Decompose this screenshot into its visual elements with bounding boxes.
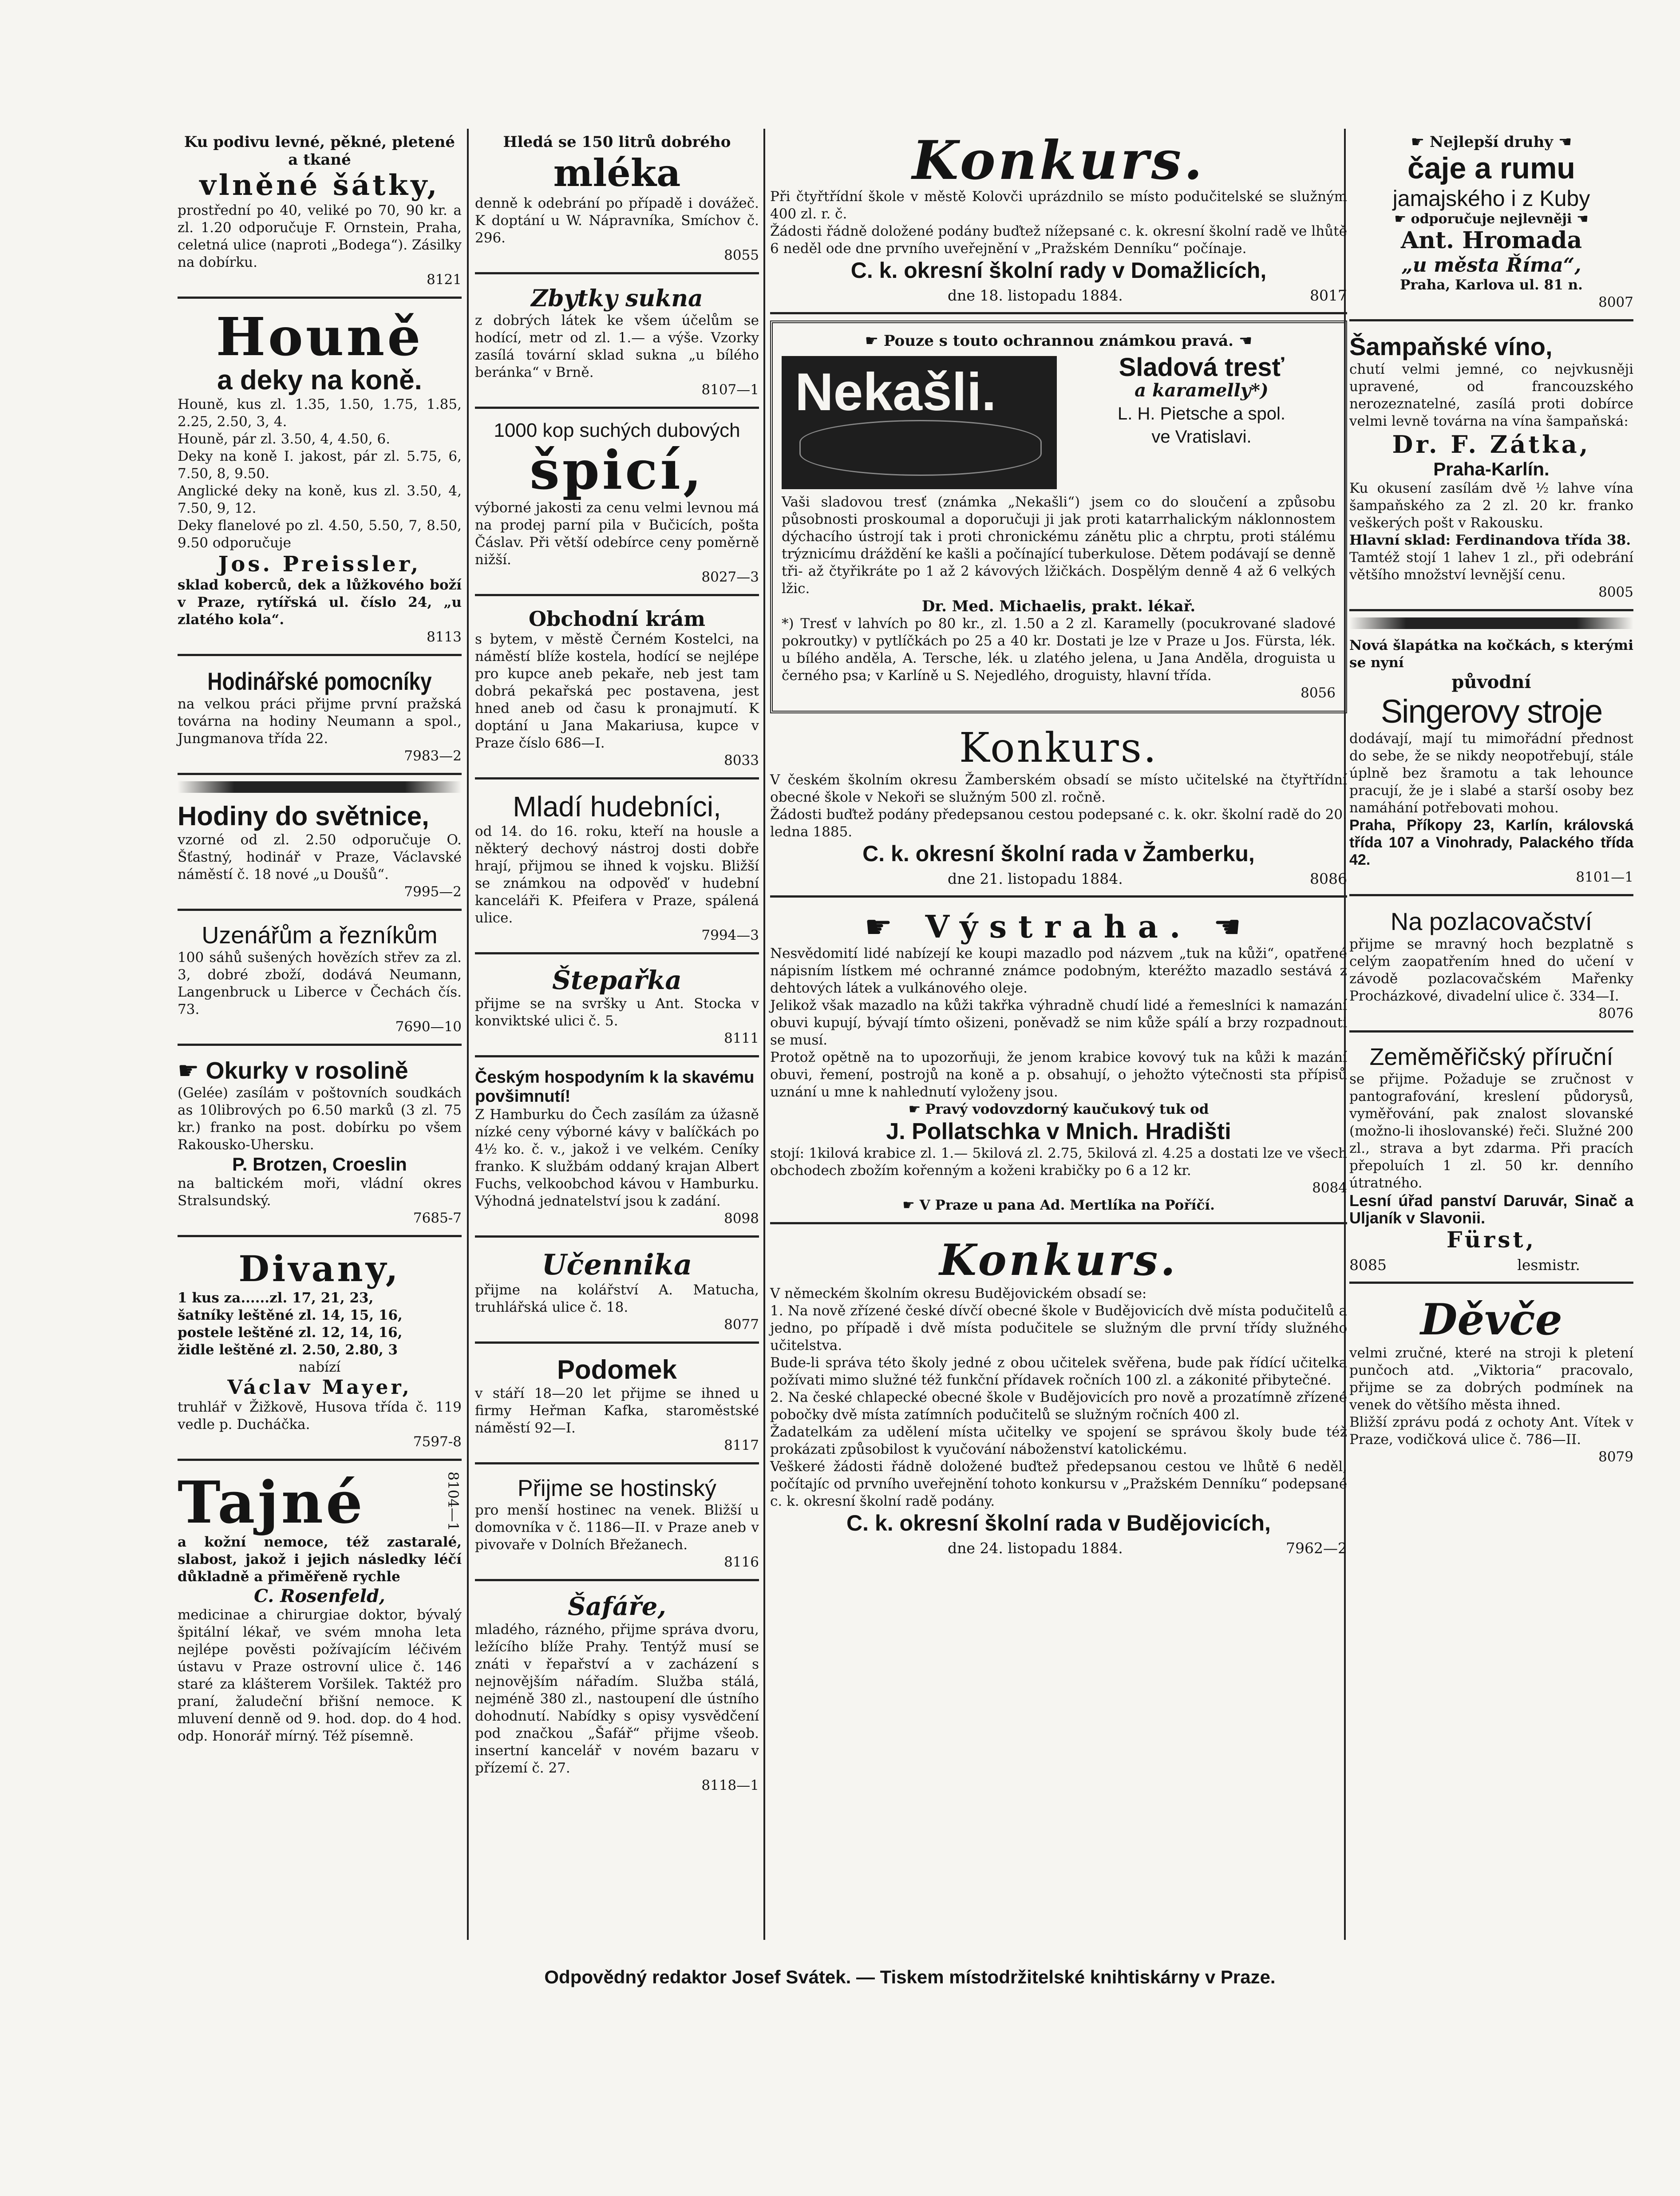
ad-headline: Mladí hudebníci, xyxy=(513,791,721,823)
ad-code: 8116 xyxy=(724,1554,759,1570)
ad-body: v stáří 18—20 let přijme se ihned u firmy Heřman Kafka, staroměstské náměstí 92—I. xyxy=(475,1385,759,1436)
ad-spici xyxy=(475,415,759,596)
product-title: Sladová tresť xyxy=(1119,353,1285,382)
ad-code: 8107—1 xyxy=(701,382,759,398)
ad-headline: Konkurs. xyxy=(939,1235,1178,1285)
ad-sukna xyxy=(475,281,759,409)
ad-headline: Zeměměřičský příruční xyxy=(1369,1044,1613,1070)
ad-body: (Gelée) zasílám v poštovních soudkách as 10librových po 6.50 marků (3 zl. 75 kr.) franko na post. dobírku po všem Rakousko-Uhersku. xyxy=(178,1085,462,1153)
ad-body: mladého, rázného, přijme správa dvoru, ležícího blíže Prahy. Tentýž musí se znáti v řepařství a v zacházení s nejnovějším nářadím. Služba stálá, nejméně 380 zl., nastoupení dle ústního dohodnutí. Nabídky s opisy vysvědčení pod značkou „Šafář“ přijme všeob. insertní kancelář v novém bazaru v přízemí č. 27. xyxy=(475,1622,759,1776)
ad-code: 8118—1 xyxy=(701,1777,759,1793)
trademark-wordmark: Nekašli. xyxy=(795,362,996,422)
ad-code: 7597-8 xyxy=(413,1434,462,1450)
ad-headline: Konkurs. xyxy=(959,724,1158,772)
ad-title: lesmistr. xyxy=(1517,1256,1580,1274)
product-subtitle: a karamelly*) xyxy=(1134,380,1269,401)
ad-intro: Nová šlapátka na kočkách, s kterými se nyní xyxy=(1349,637,1633,671)
ad-caj xyxy=(1349,129,1633,321)
product-maker: L. H. Pietsche a spol. xyxy=(1118,404,1285,423)
ad-code: 7690—10 xyxy=(395,1019,462,1035)
ad-code: 8017 xyxy=(1310,287,1347,304)
pointing-hand-icon: ☛ xyxy=(1394,211,1407,227)
ad-address: na baltickém moři, vládní okres Stralsundský. xyxy=(178,1175,462,1209)
ad-office: Lesní úřad panství Daruvár, Sinač a Uljaník v Slavonii. xyxy=(1349,1191,1633,1227)
ad-body: z dobrých látek ke všem účelům se hodící, metr od zl. 1.— a výše. Vzorky zasílá tovární sklad sukna „u bílého beránka“ v Brně. xyxy=(475,313,759,380)
ad-uzenari xyxy=(178,917,462,1046)
ad-hostinsky xyxy=(475,1471,759,1581)
ad-headline: Uzenářům a řezníkům xyxy=(202,922,438,949)
ad-intro: 1000 kop suchých dubových xyxy=(494,419,740,441)
ad-kram xyxy=(475,602,759,779)
ad-hodinar xyxy=(178,662,462,775)
ad-address: Praha, Příkopy 23, Karlín, královská třída 107 a Vinohrady, Palackého třída 42. xyxy=(1349,817,1633,868)
trademark-emblem-icon xyxy=(799,420,1042,476)
ad-city: Praha-Karlín. xyxy=(1433,459,1550,479)
ad-body: pro menší hostinec na venek. Bližší u domovníka v č. 1186—II. v Praze aneb v pivovaře v Dolních Břežanech. xyxy=(475,1502,759,1553)
ad-body: chutí velmi jemné, co nejvkusněji upravené, od francouzského nerozeznatelné, zasílá proti dobírce velmi levně továrna na vína šampaňská: xyxy=(1349,361,1633,429)
column-1 xyxy=(178,129,462,1759)
ad-body: přijme na kolářství A. Matucha, truhlářská ulice č. 18. xyxy=(475,1282,759,1315)
ad-advertiser: P. Brotzen, Croeslin xyxy=(232,1154,407,1175)
ad-headline: Hodiny do světnice, xyxy=(178,801,429,831)
ad-code: 8098 xyxy=(724,1211,759,1227)
ad-signature: C. k. okresní školní rada v Budějovicích, xyxy=(846,1511,1271,1535)
ad-headline: Na pozlacovačství xyxy=(1390,907,1593,935)
ad-headline: Singerovy stroje xyxy=(1380,693,1602,730)
pointing-hand-icon: ☛ xyxy=(902,1197,915,1213)
ad-headline: Šampaňské víno, xyxy=(1349,332,1553,360)
ad-body: přijme se na svršky u Ant. Stocka v konviktské ulici č. 5. xyxy=(475,996,759,1029)
ad-date: dne 18. listopadu 1884. xyxy=(948,287,1123,304)
ad-store: Hlavní sklad: Ferdinandova třída 38. xyxy=(1349,532,1631,548)
ad-advertiser: Dr. F. Zátka, xyxy=(1392,430,1591,459)
ad-code: 8007 xyxy=(1598,294,1633,310)
ornament-rule xyxy=(1349,617,1633,629)
ad-podomek xyxy=(475,1350,759,1464)
ad-code: 8056 xyxy=(1301,685,1336,701)
ad-code: 7995—2 xyxy=(404,884,462,900)
ad-konkurs-kolovec xyxy=(770,129,1347,314)
ad-code: 8101—1 xyxy=(1576,869,1633,885)
ad-headline: Podomek xyxy=(557,1355,677,1385)
pointing-hand-icon: ☛ xyxy=(178,1056,199,1084)
ad-address: truhlář v Žižkově, Husova třída č. 119 vedle p. Ducháčka. xyxy=(178,1399,462,1432)
ad-subheadline: a deky na koně. xyxy=(217,365,422,396)
ad-body: prostřední po 40, veliké po 70, 90 kr. a zl. 1.20 odporučuje F. Ornstein, Praha, celetná ulice (naproti „Bodega“). Zásilky na dobírku. xyxy=(178,202,462,270)
ad-hodiny xyxy=(178,796,462,911)
ad-headline: Učennika xyxy=(542,1248,692,1282)
ad-code: 8077 xyxy=(724,1317,759,1333)
ad-headline: Divany, xyxy=(238,1248,401,1290)
ad-body: se přijme. Požaduje se zručnost v pantografování, kreslení půdorysů, vyměřování, pak znalost slovanské (možno-li ihoslovanské) řeči. Služné 200 zl., strava a byt zdarma. Při pracích přepoluích 1 zl. 50 kr. denního útratného. xyxy=(1349,1071,1633,1191)
ad-code: 8079 xyxy=(1598,1449,1633,1465)
ad-advertiser: Fürst, xyxy=(1447,1227,1536,1253)
ad-body: Vaši sladovou tresť (známka „Nekašli“) jsem co do sloučení a způsobu působnosti proskoumal a doporučuji ji jak proti katarrhalickým náklonnostem dýchacího ústrojí tak i proti chronickému zánětu plic a chrptu, proti stálému trýznicímu dráždění ke kašli a počínající tuberkulose. Dětem podávají se denně tři- až čtyřikráte po 1 až 2 kávových lžičkách. Dospělým denně 4 až 6 velkých lžic. xyxy=(782,494,1336,597)
ad-body: Z Hamburku do Čech zasílám za úžasně nízké ceny výborné kávy v balíčkách po 4½ ko. č. v., jakož i ve velkém. Ceníky franko. K službám oddaný krajan Albert Fuchs, velkoobchod kávou v Hamburku. Výhodná jednatelství jsou k zadání. xyxy=(475,1107,759,1209)
ad-line: postele leštěné zl. 12, 14, 16, xyxy=(178,1325,403,1341)
column-4 xyxy=(1349,129,1633,1480)
ad-zememeric xyxy=(1349,1039,1633,1284)
pointing-hand-icon: ☛ xyxy=(865,332,879,350)
ad-body-2: medicinae a chirurgiae doktor, bývalý špitální lékař, ve svém mnoha leta nejlépe pověsti požívajícím léčivém ústavu v Praze ostrovní ulice č. 146 staré za klášterem Voršilek. Taktéž pro praní, žaludeční břišní nemoce. K mluvení denně od 9. hod. dop. do 4 hod. odp. Honorář mírný. Též písemně. xyxy=(178,1607,462,1744)
ad-side-code: 8104—1 xyxy=(445,1472,462,1531)
ad-konkurs-budejovice xyxy=(770,1231,1347,1565)
ad-subheadline: původní xyxy=(1451,672,1531,692)
ad-body: Nesvědomití lidé nabízejí ke koupi mazadlo pod názvem „tuk na kůži“, opatřené nápisním lístkem mé ochranné známce podobným, kteréžto mazadlo sestává z dehtových látek a vulkánového oleje. Jelikož však mazadlo na kůži takřka výhradně chudí lidé a řemeslníci k namazání obuvi kupují, bývají tímto ošizeni, poněvadž se nim kůže spálí a brzy rozpadnouti se musí. Protož opětně na to upozorňuji, že jenom krabice kovový tuk na kůži k mazání obuvi, řemení, postrojů na koně a p. obsahují, o jehožto výtečnosti sta přípisů uznání u mne k nahlednutí vyloženy jsou. xyxy=(770,946,1347,1100)
ad-advertiser: J. Pollatschka v Mnich. Hradišti xyxy=(886,1119,1231,1144)
ad-hudebnici xyxy=(475,786,759,954)
ad-ohore xyxy=(178,1052,462,1237)
ad-pozlacovac xyxy=(1349,902,1633,1033)
trademark-banner: Pouze s touto ochrannou známkou pravá. xyxy=(883,332,1233,350)
pointing-hand-icon: ☚ xyxy=(1558,133,1572,151)
ad-body-2: stojí: 1kilová krabice zl. 1.— 5kilová zl. 2.75, 5kilová zl. 4.25 a dostati lze ve všech obchodech zbožím kořenným a koženi krabičky po 6 a 12 kr. xyxy=(770,1145,1347,1179)
ad-body: vzorné od zl. 2.50 odporučuje O. Šťastný, hodinář v Praze, Václavské náměstí č. 18 nové „u Doušů“. xyxy=(178,832,462,882)
ad-houne xyxy=(178,305,462,656)
ad-nekasli xyxy=(770,320,1347,713)
ad-code: 8086 xyxy=(1310,870,1347,887)
ad-body-3: Tamtéž stojí 1 lahev 1 zl., při odebrání většího množství levnější cenu. xyxy=(1349,550,1633,583)
ad-headline: vlněné šátky, xyxy=(199,169,440,202)
ad-tail: nabízí xyxy=(298,1359,341,1375)
ad-advertiser: Jos. Preissler, xyxy=(218,552,421,577)
ad-headline: Zbytky sukna xyxy=(531,285,703,312)
ad-headline: Konkurs. xyxy=(912,129,1205,192)
ad-headline: Českým hospodyním k la skavému povšimnutí! xyxy=(475,1068,755,1106)
ad-body: 100 sáhů sušených hovězích střev za zl. 3, dobré zboží, dodává Neumann, Langenbruck u Liberce v Čechách čís. 73. xyxy=(178,950,462,1017)
ad-hospodyne xyxy=(475,1064,759,1238)
ad-konkurs-zamberk xyxy=(770,720,1347,898)
pointing-hand-icon: ☛ xyxy=(864,909,904,945)
ad-advertiser: C. Rosenfeld, xyxy=(254,1586,385,1606)
ornament-rule xyxy=(178,781,462,793)
ad-line: šatníky leštěné zl. 14, 15, 16, xyxy=(178,1307,403,1323)
ad-address: sklad koberců, dek a lůžkového boží v Praze, rytířská ul. číslo 24, „u zlatého kola“. xyxy=(178,577,462,628)
ad-code: 8005 xyxy=(1598,584,1633,600)
ad-intro: Hledá se 150 litrů dobrého xyxy=(503,133,731,151)
ad-headline: Štepařka xyxy=(552,965,682,995)
ad-code: 8111 xyxy=(724,1030,759,1046)
pointing-hand-icon: ☛ xyxy=(908,1101,921,1117)
ad-code: 8084 xyxy=(1312,1180,1347,1196)
ad-code: 8121 xyxy=(427,272,462,288)
ad-advertiser: Václav Mayer, xyxy=(227,1376,412,1399)
ad-body: s bytem, v městě Černém Kostelci, na náměstí blíže kostela, hodící se nejlépe pro kupce aneb pekaře, neb jest tam dobrá pekařská pec postavena, jest hned aneb od času k pronajmutí. K doptání u Jana Makariusa, kupce v Praze číslo 686—I. xyxy=(475,631,759,751)
pointing-hand-icon: ☚ xyxy=(1576,211,1589,227)
pointing-hand-icon: ☚ xyxy=(1213,909,1253,945)
ad-code: 8113 xyxy=(427,629,462,645)
ad-ucennika xyxy=(475,1244,759,1344)
ad-code: 7962—2 xyxy=(1286,1539,1347,1557)
ad-body: dodávají, mají tu mimořádní přednost do sebe, že se nikdy neopotřebují, stále úplně bez šramotu a tak lehounce pracují, že je i slabé a starší osoby bez namáhání potřebovati mohou. xyxy=(1349,731,1633,816)
ad-divany xyxy=(178,1243,462,1461)
ad-body: V německém školním okresu Budějovickém obsadí se: 1. Na nově zřízené české dívčí obecné škole v Budějovicích dvě místa podučitelů a jedno, po případě i dvě místa podučitele se služným dle první třídy služného učitelstva. Bude-li správa této školy jedné z obou učitelek svěřena, bude pak řídící učitelka požívati mimo služné též funkční přídavek ročních 100 zl. a zákonité přibytečné. 2. Na české chlapecké obecné škole v Budějovicích pro nově a prozatímně zřízené pobočky dvě místa zatímních podučitelů se služným ročních 400 zl. Žadatelkám za udělení místa učitelky ve spojení se správou školy bude též prokázati způsobilost k vyučování náboženství katolickému. Veškeré žádosti řádně doložené buďtež předepsanou cestou ve lhůtě 6 neděl, počítajíc od prvního uveřejnění tohoto konkursu v „Pražském Denníku“ podepsané c. k. okresní školní radě podány. xyxy=(770,1286,1347,1509)
ad-code: 8117 xyxy=(724,1437,759,1453)
ad-sampanske xyxy=(1349,328,1633,611)
ad-body: Houně, kus zl. 1.35, 1.50, 1.75, 1.85, 2.25, 2.50, 3, 4. Houně, pár zl. 3.50, 4, 4.50, 6. Deky na koně I. jakost, pár zl. 5.75, 6, 7.50, 8, 9.50. Anglické deky na koně, kus zl. 3.50, 4, 7.50, 9, 12. Deky flanelové po zl. 4.50, 5.50, 7, 8.50, 9.50 odporučuje xyxy=(178,396,462,551)
ad-intro: Nejlepší druhy xyxy=(1429,133,1554,151)
ad-intro-2: Pravý vodovzdorný kaučukový tuk od xyxy=(925,1101,1209,1117)
ad-signature: C. k. okresní školní rady v Domažlicích, xyxy=(850,258,1267,283)
ad-date: dne 21. listopadu 1884. xyxy=(948,870,1123,887)
ad-code: 8027—3 xyxy=(701,569,759,585)
ad-body: V českém školním okresu Žamberském obsadí se místo učitelské na čtyřtřídní obecné škole v Nekoři se služným 500 zl. ročně. Žádosti buďtež podány předepsanou cestou podepsané c. k. okr. školní radě do 20. ledna 1885. xyxy=(770,772,1347,840)
ad-stepar xyxy=(475,961,759,1057)
ad-headline: mléka xyxy=(553,151,681,195)
ad-address: Praha, Karlova ul. 81 n. xyxy=(1400,277,1583,293)
ad-headline: Okurky v rosolině xyxy=(206,1057,408,1084)
ad-code: 7994—3 xyxy=(701,927,759,943)
ad-intro: Ku podivu levné, pěkné, pletené a tkané xyxy=(184,133,455,169)
ad-devce xyxy=(1349,1290,1633,1474)
ad-body: denně k odebrání po případě i dovážeč. K doptání u W. Nápravníka, Smíchov č. 296. xyxy=(475,195,759,246)
ad-note: *) Tresť v lahvích po 80 kr., zl. 1.50 a 2 zl. Karamelly (pocukrované sladové pokroutky) v pytlíčkách po 25 a 40 kr. Dostati je lze v Praze u Jos. Fürsta, lék. u bílého anděla, A. Tersche, lék. u zlatého jelena, u Jana Anděla, droguista u černého psa; v Karlíně u S. Nejedlého, droguisty, hlavní třída. xyxy=(782,616,1336,684)
ad-body: na velkou práci přijme první pražská továrna na hodiny Neumann a spol., Jungmanova třída 22. xyxy=(178,696,462,747)
column-3 xyxy=(770,129,1347,1571)
ad-singer xyxy=(1349,633,1633,896)
ad-satky xyxy=(178,129,462,299)
ad-headline: Šafáře, xyxy=(568,1592,666,1621)
ad-headline: špicí, xyxy=(530,439,704,502)
ad-body-2: Ku okusení zasílám dvě ½ lahve vína šampaňského za 2 zl. 20 kr. franko veškerých pošt v Rakousku. xyxy=(1349,480,1633,531)
pointing-hand-icon: ☛ xyxy=(1411,133,1425,151)
ad-code: 8033 xyxy=(724,752,759,768)
ad-code: 8076 xyxy=(1598,1005,1633,1021)
ad-code: 8085 xyxy=(1349,1256,1387,1274)
ad-recommend: odporučuje nejlevněji xyxy=(1411,211,1572,227)
ad-headline: Děvče xyxy=(1420,1294,1562,1345)
trademark-logo xyxy=(782,356,1057,489)
ad-headline: Obchodní krám xyxy=(528,607,706,631)
ad-headline: Výstraha. xyxy=(925,908,1192,945)
ad-headline: Hodinářské pomocníky xyxy=(207,667,432,695)
ad-body: a kožní nemoce, též zastaralé, slabost, jakož i jejich následky léčí důkladně a přiměřeně rychle xyxy=(178,1534,462,1585)
ad-code: 7685-7 xyxy=(413,1210,462,1226)
page-footer: Odpovědný redaktor Josef Svátek. — Tiskem místodržitelské knihtiskárny v Praze. xyxy=(544,1967,1276,1987)
ad-body: výborné jakosti za cenu velmi levnou má na prodej parní pila v Bučicích, pošta Čáslav. Při větší odebírce ceny poměrně nižší. xyxy=(475,500,759,568)
ad-subheadline: jamajského i z Kuby xyxy=(1392,186,1590,211)
ad-signature: C. k. okresní školní rada v Žamberku, xyxy=(862,841,1255,866)
ad-advertiser: Ant. Hromada xyxy=(1400,227,1582,254)
ad-line: 1 kus za......zl. 17, 21, 23, xyxy=(178,1290,374,1306)
ad-tag: „u města Říma“, xyxy=(1401,254,1581,277)
ad-vystraha xyxy=(770,904,1347,1224)
ad-mleko xyxy=(475,129,759,274)
ad-tajne xyxy=(178,1467,462,1753)
ad-line: židle leštěné zl. 2.50, 2.80, 3 xyxy=(178,1342,398,1358)
pointing-hand-icon: ☚ xyxy=(1238,332,1253,350)
ad-body: přijme se mravný hoch bezplatně s celým zaopatřením hned do učení v závodě pozlacovačském Mařenky Procházkové, divadelní ulice č. 334—I. xyxy=(1349,936,1633,1004)
column-2 xyxy=(475,129,759,1808)
ad-body: Při čtyřtřídní škole v městě Kolovči uprázdnilo se místo podučitelské se služným 400 zl. r. č. Žádosti řádně doložené podány buďtež nížepsané c. k. okresní školní radě ve lhůtě 6 neděl ode dne prvního uveřejnění v „Pražském Denníku“ počínaje. xyxy=(770,189,1347,257)
ad-headline: Tajné xyxy=(178,1468,365,1536)
ad-headline: Přijme se hostinský xyxy=(518,1476,716,1501)
ad-headline: Houně xyxy=(216,306,423,368)
ad-date: dne 24. listopadu 1884. xyxy=(948,1539,1123,1557)
ad-body: velmi zručné, které na stroji k pletení punčoch atd. „Viktoria“ pracovalo, přijme se za dobrých podmínek na venek do většího města ihned. Bližší zprávu podá z ochoty Ant. Vítek v Praze, vodičková ulice č. 786—II. xyxy=(1349,1345,1633,1448)
product-city: ve Vratislavi. xyxy=(1151,427,1252,447)
ad-tail: V Praze u pana Ad. Mertlíka na Poříčí. xyxy=(919,1197,1215,1213)
ad-doctor: Dr. Med. Michaelis, prakt. lékař. xyxy=(921,597,1196,615)
ad-safar xyxy=(475,1587,759,1802)
ad-headline: čaje a rumu xyxy=(1407,151,1575,185)
ad-code: 7983—2 xyxy=(404,748,462,764)
ad-body: od 14. do 16. roku, kteří na housle a některý dechový nástroj dosti dobře hrají, přijmou se ihned k vojsku. Bližší se známkou na odpověď v hudební kanceláři K. Pfeifera v Praze, spálená ulice. xyxy=(475,823,759,926)
ad-code: 8055 xyxy=(724,247,759,263)
